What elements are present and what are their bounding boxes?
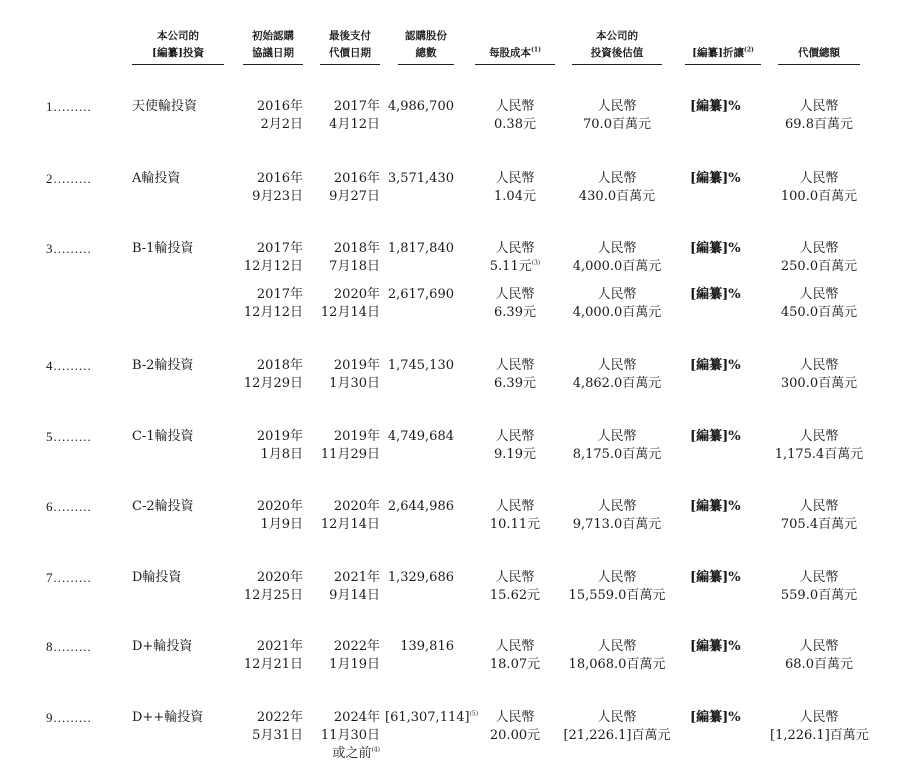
row-payment-date: 2019年 11月29日 bbox=[320, 429, 380, 462]
row-round: A輪投資 bbox=[132, 171, 181, 186]
row-index: 1......... bbox=[46, 99, 92, 114]
row-shares: 4,749,684 bbox=[387, 429, 454, 444]
row-agreement-date: 2020年 1月9日 bbox=[256, 499, 303, 532]
row-shares: 2,617,690 bbox=[387, 287, 454, 302]
row-payment-date: 2024年 11月30日 或之前$^{(4)}$ bbox=[320, 710, 380, 761]
header-cost: 每股成本$^{(1)}$ bbox=[475, 28, 555, 65]
row-discount: [編纂]% bbox=[690, 499, 741, 514]
row-index: 6......... bbox=[46, 499, 92, 514]
row-index: 5......... bbox=[46, 429, 92, 444]
row-payment-date: 2019年 1月30日 bbox=[329, 358, 380, 391]
row-agreement-date: 2017年 12月12日 bbox=[243, 241, 303, 274]
row-consideration: 人民幣 300.0百萬元 bbox=[780, 358, 858, 391]
row-cost: 人民幣 10.11元 bbox=[489, 499, 541, 532]
row-agreement-date: 2018年 12月29日 bbox=[243, 358, 303, 391]
row-shares: 3,571,430 bbox=[387, 171, 454, 186]
row-valuation: 人民幣 15,559.0百萬元 bbox=[568, 570, 666, 603]
row-valuation: 人民幣 4,000.0百萬元 bbox=[572, 241, 662, 274]
row-agreement-date: 2020年 12月25日 bbox=[243, 570, 303, 603]
row-consideration: 人民幣 705.4百萬元 bbox=[780, 499, 858, 532]
row-index: 9......... bbox=[46, 710, 92, 725]
row-round: B-2輪投資 bbox=[132, 358, 194, 373]
row-cost: 人民幣 9.19元 bbox=[494, 429, 536, 462]
row-cost: 人民幣 1.04元 bbox=[494, 171, 536, 204]
row-payment-date: 2017年 4月12日 bbox=[329, 99, 380, 132]
header-payment-date: 最後支付 代價日期 bbox=[320, 28, 380, 65]
row-round: D+輪投資 bbox=[132, 639, 193, 654]
row-consideration: 人民幣 69.8百萬元 bbox=[785, 99, 853, 132]
row-index: 8......... bbox=[46, 639, 92, 654]
row-discount: [編纂]% bbox=[690, 171, 741, 186]
row-round: C-2輪投資 bbox=[132, 499, 194, 514]
row-cost: 人民幣 18.07元 bbox=[489, 639, 541, 672]
row-consideration: 人民幣 250.0百萬元 bbox=[780, 241, 858, 274]
row-cost: 人民幣 0.38元 bbox=[494, 99, 536, 132]
row-valuation: 人民幣 4,000.0百萬元 bbox=[572, 287, 662, 320]
row-index: 4......... bbox=[46, 358, 92, 373]
header-shares: 認購股份 總數 bbox=[398, 28, 454, 65]
row-shares: 2,644,986 bbox=[387, 499, 454, 514]
row-payment-date: 2021年 9月14日 bbox=[329, 570, 380, 603]
row-cost: 人民幣 15.62元 bbox=[489, 570, 541, 603]
row-valuation: 人民幣 70.0百萬元 bbox=[583, 99, 651, 132]
row-discount: [編纂]% bbox=[690, 358, 741, 373]
row-index: 3......... bbox=[46, 241, 92, 256]
row-round: 天使輪投資 bbox=[132, 99, 198, 114]
row-payment-date: 2022年 1月19日 bbox=[329, 639, 380, 672]
row-valuation: 人民幣 4,862.0百萬元 bbox=[572, 358, 662, 391]
row-consideration: 人民幣 [1,226.1]百萬元 bbox=[770, 710, 869, 743]
row-cost: 人民幣 5.11元$^{(3)}$ bbox=[489, 241, 541, 274]
header-discount: [編纂]折讓$^{(2)}$ bbox=[685, 28, 761, 65]
row-discount: [編纂]% bbox=[690, 570, 741, 585]
row-agreement-date: 2017年 12月12日 bbox=[243, 287, 303, 320]
row-shares: 4,986,700 bbox=[387, 99, 454, 114]
row-valuation: 人民幣 18,068.0百萬元 bbox=[568, 639, 666, 672]
row-payment-date: 2020年 12月14日 bbox=[320, 499, 380, 532]
header-consideration: 代價總額 bbox=[778, 28, 860, 65]
row-discount: [編纂]% bbox=[690, 710, 741, 725]
row-consideration: 人民幣 559.0百萬元 bbox=[780, 570, 858, 603]
row-cost: 人民幣 20.00元 bbox=[489, 710, 541, 743]
row-valuation: 人民幣 9,713.0百萬元 bbox=[572, 499, 662, 532]
header-investment: 本公司的 [編纂]投資 bbox=[132, 28, 224, 65]
row-consideration: 人民幣 450.0百萬元 bbox=[780, 287, 858, 320]
row-discount: [編纂]% bbox=[690, 99, 741, 114]
row-round: D輪投資 bbox=[132, 570, 182, 585]
row-discount: [編纂]% bbox=[690, 241, 741, 256]
row-agreement-date: 2022年 5月31日 bbox=[252, 710, 303, 743]
row-shares: 1,329,686 bbox=[387, 570, 454, 585]
row-shares: 1,745,130 bbox=[387, 358, 454, 373]
row-discount: [編纂]% bbox=[690, 287, 741, 302]
row-consideration: 人民幣 1,175.4百萬元 bbox=[774, 429, 864, 462]
row-payment-date: 2016年 9月27日 bbox=[329, 171, 380, 204]
row-consideration: 人民幣 100.0百萬元 bbox=[780, 171, 858, 204]
row-index: 2......... bbox=[46, 171, 92, 186]
header-agreement-date: 初始認購 協議日期 bbox=[243, 28, 303, 65]
row-round: D++輪投資 bbox=[132, 710, 204, 725]
row-agreement-date: 2016年 9月23日 bbox=[252, 171, 303, 204]
row-consideration: 人民幣 68.0百萬元 bbox=[785, 639, 853, 672]
row-agreement-date: 2021年 12月21日 bbox=[243, 639, 303, 672]
row-valuation: 人民幣 8,175.0百萬元 bbox=[572, 429, 662, 462]
row-shares: 139,816 bbox=[400, 639, 454, 654]
row-valuation: 人民幣 [21,226.1]百萬元 bbox=[563, 710, 671, 743]
row-round: B-1輪投資 bbox=[132, 241, 194, 256]
row-discount: [編纂]% bbox=[690, 639, 741, 654]
row-agreement-date: 2019年 1月8日 bbox=[256, 429, 303, 462]
row-index: 7......... bbox=[46, 570, 92, 585]
row-shares: $[61,307,114]^{(5)}$ bbox=[385, 710, 479, 725]
row-payment-date: 2018年 7月18日 bbox=[329, 241, 380, 274]
row-cost: 人民幣 6.39元 bbox=[494, 358, 536, 391]
row-discount: [編纂]% bbox=[690, 429, 741, 444]
row-payment-date: 2020年 12月14日 bbox=[320, 287, 380, 320]
row-round: C-1輪投資 bbox=[132, 429, 194, 444]
row-agreement-date: 2016年 2月2日 bbox=[256, 99, 303, 132]
row-valuation: 人民幣 430.0百萬元 bbox=[578, 171, 656, 204]
row-cost: 人民幣 6.39元 bbox=[494, 287, 536, 320]
row-shares: 1,817,840 bbox=[387, 241, 454, 256]
header-valuation: 本公司的 投資後估值 bbox=[572, 28, 662, 65]
